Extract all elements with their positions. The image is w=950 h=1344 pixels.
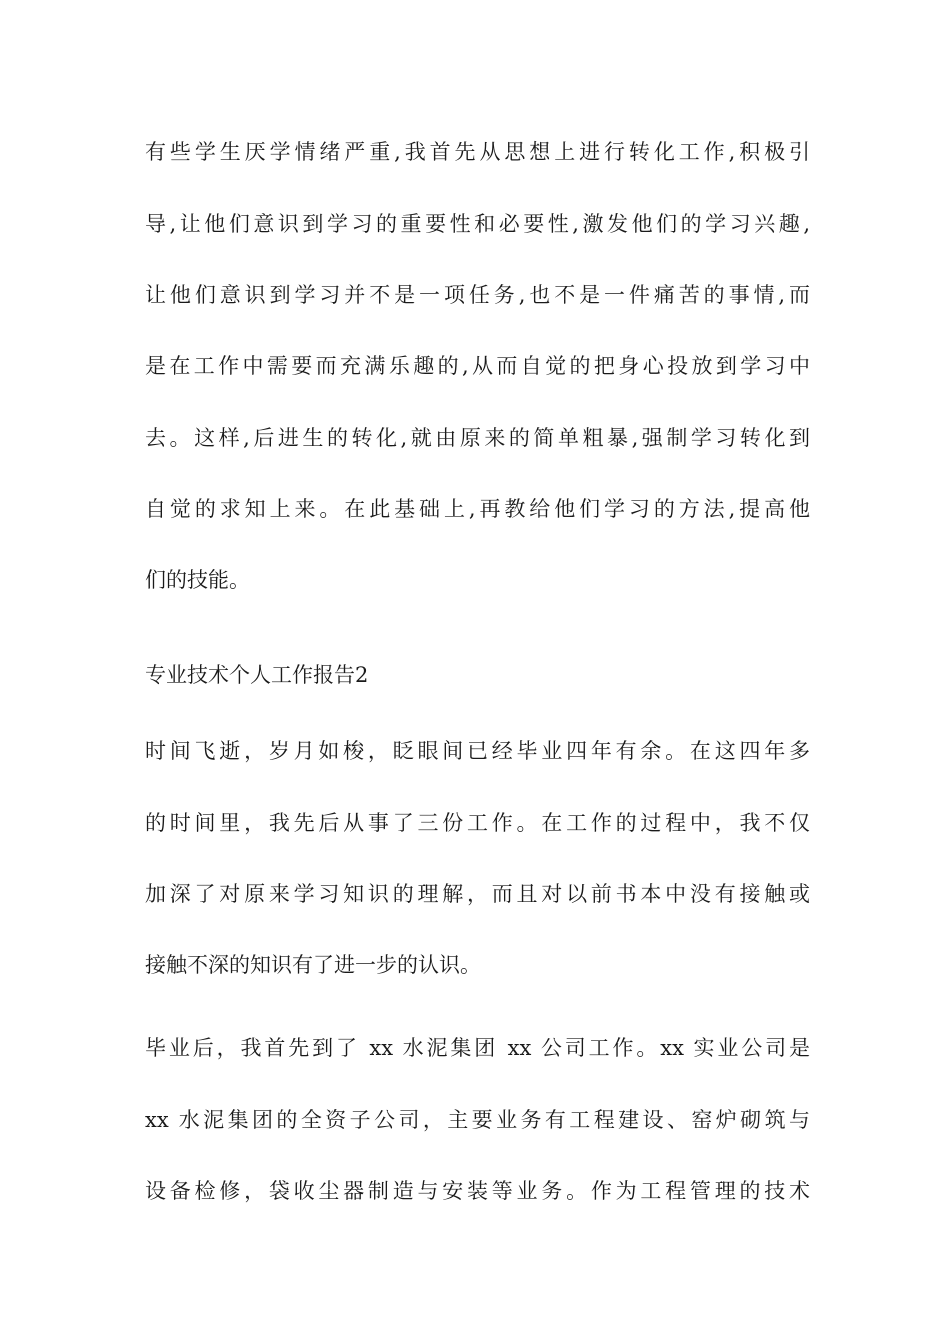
paragraph-1-line-3: 让他们意识到学习并不是一项任务,也不是一件痛苦的事情,而 xyxy=(145,283,810,307)
paragraph-3-line-3: 设备检修，袋收尘器制造与安装等业务。作为工程管理的技术 xyxy=(145,1179,810,1203)
paragraph-1-line-1: 有些学生厌学情绪严重,我首先从思想上进行转化工作,积极引 xyxy=(145,140,810,164)
paragraph-1-line-7: 们的技能。 xyxy=(145,568,250,592)
paragraph-2-line-1: 时间飞逝，岁月如梭，眨眼间已经毕业四年有余。在这四年多 xyxy=(145,739,810,763)
paragraph-1-line-4: 是在工作中需要而充满乐趣的,从而自觉的把身心投放到学习中 xyxy=(145,354,810,378)
paragraph-3-line-1: 毕业后，我首先到了 xx 水泥集团 xx 公司工作。xx 实业公司是 xyxy=(145,1036,810,1060)
paragraph-2-line-3: 加深了对原来学习知识的理解，而且对以前书本中没有接触或 xyxy=(145,882,810,906)
paragraph-1-line-2: 导,让他们意识到学习的重要性和必要性,激发他们的学习兴趣, xyxy=(145,212,810,236)
paragraph-2-line-4: 接触不深的知识有了进一步的认识。 xyxy=(145,953,481,977)
paragraph-3-line-2: xx 水泥集团的全资子公司，主要业务有工程建设、窑炉砌筑与 xyxy=(145,1108,810,1132)
paragraph-2-line-2: 的时间里，我先后从事了三份工作。在工作的过程中，我不仅 xyxy=(145,811,810,835)
paragraph-1-line-5: 去。这样,后进生的转化,就由原来的简单粗暴,强制学习转化到 xyxy=(145,426,810,450)
section-heading: 专业技术个人工作报告2 xyxy=(145,663,369,687)
paragraph-1-line-6: 自觉的求知上来。在此基础上,再教给他们学习的方法,提高他 xyxy=(145,497,810,521)
